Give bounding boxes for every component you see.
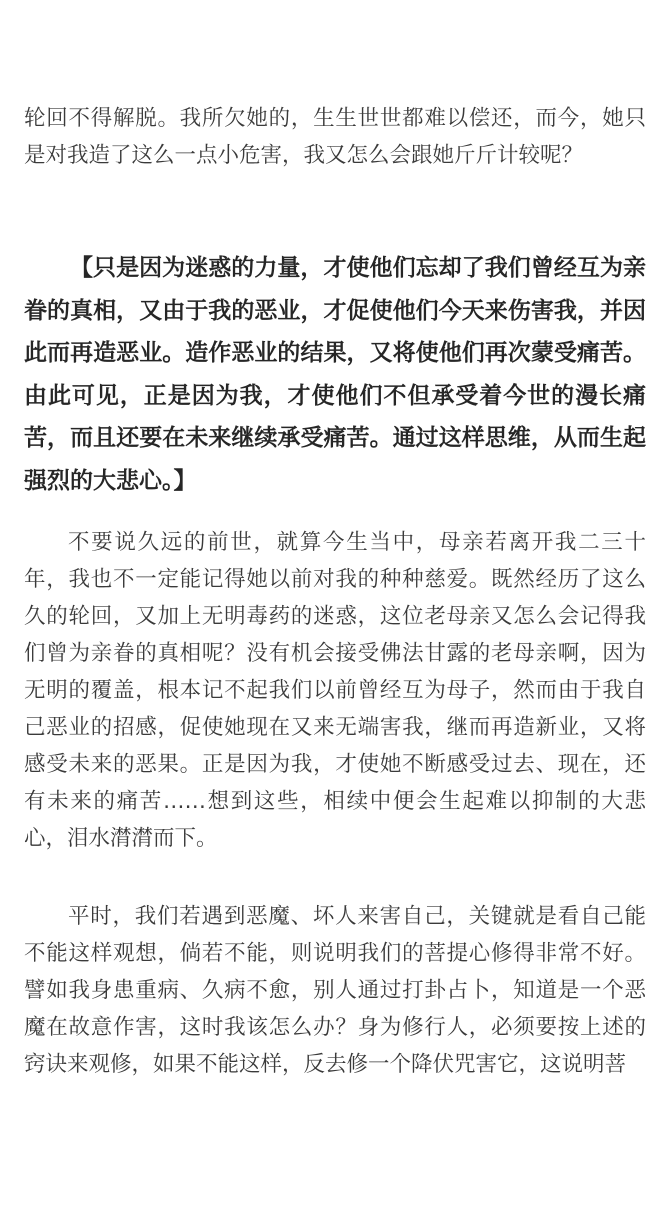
bold-quote-paragraph: 【只是因为迷惑的力量，才使他们忘却了我们曾经互为亲眷的真相，又由于我的恶业，才促使他们今天来伤害我，并因此而再造恶业。造作恶业的结果，又将使他们再次蒙受痛苦。由此可见，正是因为我，才使他们不但承受着今世的漫长痛苦，而且还要在未来继续承受痛苦。通过这样思维，从而生起强烈的大悲心。】 [24, 254, 646, 494]
body-paragraph: 不要说久远的前世，就算今生当中，母亲若离开我二三十年，我也不一定能记得她以前对我的种种慈爱。既然经历了这么久的轮回，又加上无明毒药的迷惑，这位老母亲又怎么会记得我们曾为亲眷的真相呢？没有机会接受佛法甘露的老母亲啊，因为无明的覆盖，根本记不起我们以前曾经互为母子，然而由于我自己恶业的招感，促使她现在又来无端害我，继而再造新业，又将感受未来的恶果。正是因为我，才使她不断感受过去、现在，还有未来的痛苦……想到这些，相续中便会生起难以抑制的大悲心，泪水潸潸而下。 [24, 530, 646, 851]
body-paragraph-truncated: 平时，我们若遇到恶魔、坏人来害自己，关键就是看自己能不能这样观想，倘若不能，则说明我们的菩提心修得非常不好。譬如我身患重病、久病不愈，别人通过打卦占卜，知道是一个恶魔在故意作害，这时我该怎么办？身为修行人，必须要按上述的窍诀来观修，如果不能这样，反去修一个降伏咒害它，这说明菩 [24, 904, 646, 1077]
paragraph-continuation: 轮回不得解脱。我所欠她的，生生世世都难以偿还，而今，她只是对我造了这么一点小危害，我又怎么会跟她斤斤计较呢？ [24, 106, 646, 168]
